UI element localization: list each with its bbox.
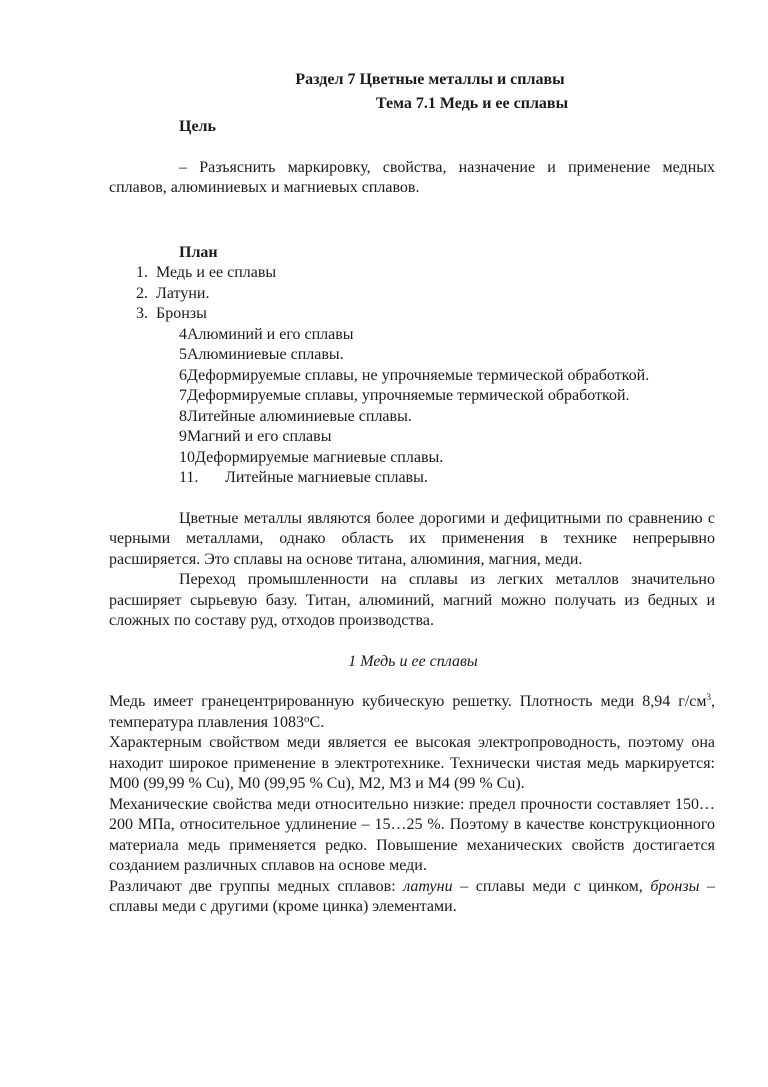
plan-item-4: 4Алюминий и его сплавы bbox=[179, 325, 354, 343]
plan-item-2 bbox=[109, 284, 715, 305]
plan-item-text: Литейные магниевые сплавы. bbox=[225, 469, 428, 486]
term-brass: латуни bbox=[403, 877, 453, 895]
copper-p1-text: Медь имеет гранецентрированную кубическую решетку. Плотность меди 8,94 г/см bbox=[109, 693, 707, 710]
degree-sign: o bbox=[304, 712, 310, 725]
plan-item-5: 5Алюминиевые сплавы. bbox=[179, 346, 344, 363]
plan-item-8: 8Литейные алюминиевые сплавы. bbox=[179, 407, 412, 425]
plan-item-number: 1. bbox=[136, 264, 148, 281]
plan-item-1 bbox=[109, 263, 715, 284]
plan-item-text: Медь и ее сплавы bbox=[156, 264, 277, 281]
copper-paragraph-1 bbox=[109, 692, 715, 733]
plan-item-6: 6Деформируемые сплавы, не упрочняемые термической обработкой. bbox=[179, 366, 650, 384]
copper-p4-text: Различают две группы медных сплавов: bbox=[109, 877, 404, 895]
topic-title: Тема 7.1 Медь и ее сплавы bbox=[375, 94, 569, 112]
intro-paragraph-2: Переход промышленности на сплавы из легких металлов значительно расширяет сырьевую базу. Титан, алюминий, магний можно получать из бедных и сложных по составу руд, отходов производства. bbox=[109, 571, 715, 629]
goal-heading: Цель bbox=[179, 118, 216, 135]
plan-item-3 bbox=[109, 304, 715, 325]
plan-item-number: 3. bbox=[136, 305, 148, 322]
plan-item-11 bbox=[109, 468, 715, 489]
copper-p1-text-2: , температура плавления 1083 bbox=[109, 693, 715, 731]
plan-list bbox=[109, 263, 715, 489]
plan-item-9: 9Магний и его сплавы bbox=[179, 428, 332, 445]
copper-p1-text-3: С. bbox=[309, 713, 325, 731]
intro-paragraph-1: Цветные металлы являются более дорогими и дефицитными по сравнению с черными металлами, однако область их применения в технике непрерывно расширяется. Это сплавы на основе титана, алюминия, магния, меди. bbox=[109, 509, 715, 568]
copper-p4-text-3: – сплавы меди с другими (кроме цинка) элементами. bbox=[109, 877, 716, 915]
term-bronze: бронзы bbox=[650, 877, 700, 895]
copper-paragraph-3: Механические свойства меди относительно низкие: предел прочности составляет 150…200 МПа, относительное удлинение – 15…25 %. Поэтому в качестве конструкционного материала медь применяется редко. Повышение механических свойств достигается созданием различных сплавов на основе меди. bbox=[109, 795, 715, 874]
plan-heading: План bbox=[179, 243, 218, 261]
superscript-3: 3 bbox=[706, 692, 711, 702]
copper-p4-text-2: – сплавы меди с цинком, bbox=[452, 877, 651, 895]
goal-text: – Разъяснить маркировку, свойства, назначение и применение медных сплавов, алюминиевых и магниевых сплавов. bbox=[109, 158, 715, 196]
plan-item-7: 7Деформируемые сплавы, упрочняемые термической обработкой. bbox=[179, 387, 630, 404]
plan-item-10: 10Деформируемые магниевые сплавы. bbox=[179, 448, 444, 466]
copper-section-heading: 1 Медь и ее сплавы bbox=[348, 652, 478, 670]
plan-item-number: 11. bbox=[179, 469, 199, 486]
plan-item-number: 2. bbox=[136, 284, 148, 302]
document-page bbox=[109, 70, 715, 918]
plan-item-text: Латуни. bbox=[156, 284, 210, 302]
copper-paragraph-4 bbox=[109, 877, 715, 918]
copper-paragraph-2: Характерным свойством меди является ее высокая электропроводность, поэтому она находит широкое применение в электротехнике. Технически чистая медь маркируется: М00 (99,99 % Cu), М0 (99,95 % Cu), М2, М3 и М4 (99 % Cu). bbox=[109, 734, 715, 792]
section-title: Раздел 7 Цветные металлы и сплавы bbox=[295, 71, 565, 88]
plan-item-text: Бронзы bbox=[156, 305, 207, 322]
